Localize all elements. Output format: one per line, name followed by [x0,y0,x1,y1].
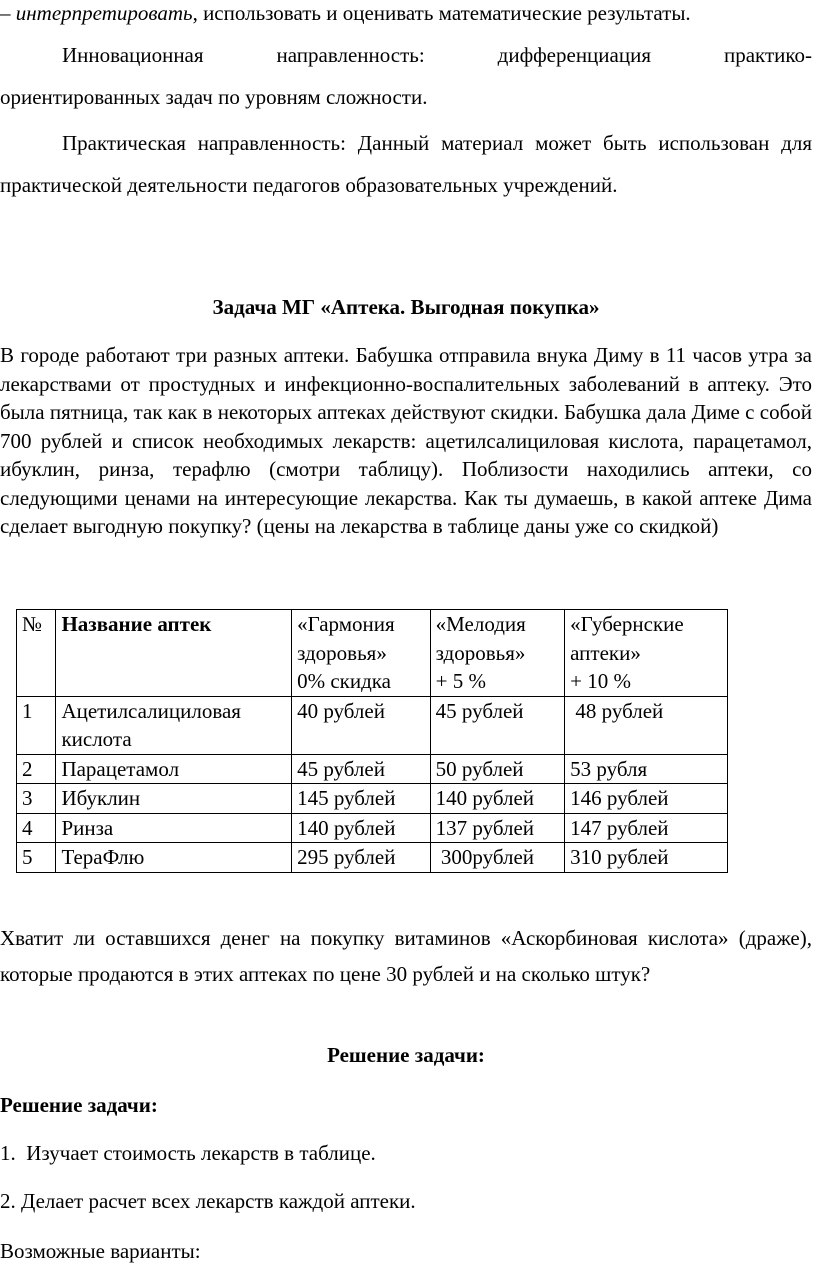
row-name: Ибуклин [56,784,292,814]
intro-line-interpret [0,0,812,34]
row-num: 2 [17,754,56,784]
task-body: В городе работают три разных аптеки. Бабушка отправила внука Диму в 11 часов утра за лекарствами от простудных и инфекционно-воспалительных заболеваний в аптеку. Это была пятница, так как в некоторых аптеках действуют скидки. Бабушка дала Диме с собой 700 рублей и список необходимых лекарств: ацетилсалициловая кислота, парацетамол, ибуклин, ринза, терафлю (смотри таблицу). Поблизости находились аптеки, со следующими ценами на интересующие лекарства. Как ты думаешь, в какой аптеке Дима сделает выгодную покупку? (цены на лекарства в таблице даны уже со скидкой) [0,343,812,538]
row-price-2: 140 рублей [430,784,565,814]
solution-heading-centered: Решение задачи: [327,1043,485,1067]
row-price-3: 53 рубля [565,754,728,784]
row-num: 1 [17,696,56,754]
row-price-1: 295 рублей [292,843,431,873]
row-num: 4 [17,813,56,843]
header-pharmacy-1: «Гармония здоровья» 0% скидка [292,610,431,697]
row-name: Ацетилсалициловая кислота [56,696,292,754]
table-row [17,813,728,843]
row-price-1: 45 рублей [292,754,431,784]
practical-paragraph: Практическая направленность: Данный материал может быть использован для практической деятельности педагогов образовательных учреждений. [0,131,812,197]
row-price-3: 48 рублей [565,696,728,754]
solution-heading: Решение задачи: [0,1093,158,1117]
possible-variants: Возможные варианты: [0,1239,201,1263]
row-name: Парацетамол [56,754,292,784]
table-row [17,754,728,784]
row-name: ТераФлю [56,843,292,873]
solution-step-2: 2. Делает расчет всех лекарств каждой аптеки. [0,1189,416,1213]
question-paragraph: Хватит ли оставшихся денег на покупку витаминов «Аскорбиновая кислота» (драже), которые продаются в этих аптеках по цене 30 рублей и на сколько штук? [0,926,812,986]
table-row [17,843,728,873]
pharmacy-price-table [16,609,728,873]
table-row [17,784,728,814]
row-name: Ринза [56,813,292,843]
header-pharmacy-2: «Мелодия здоровья» + 5 % [430,610,565,697]
dash: – [0,1,16,25]
header-num: № [17,610,56,697]
header-name: Название аптек [56,610,292,697]
row-num: 3 [17,784,56,814]
table-row [17,696,728,754]
interpret-word: интерпретировать [15,1,193,25]
row-price-3: 146 рублей [565,784,728,814]
row-price-2: 300рублей [430,843,565,873]
row-price-1: 40 рублей [292,696,431,754]
row-price-1: 145 рублей [292,784,431,814]
row-price-3: 310 рублей [565,843,728,873]
innovation-line-2: ориентированных задач по уровням сложности. [0,85,428,109]
row-price-2: 137 рублей [430,813,565,843]
row-price-3: 147 рублей [565,813,728,843]
intro-line-rest: , использовать и оценивать математические результаты. [192,1,691,25]
row-price-2: 45 рублей [430,696,565,754]
row-num: 5 [17,843,56,873]
row-price-2: 50 рублей [430,754,565,784]
row-price-1: 140 рублей [292,813,431,843]
header-pharmacy-3: «Губернские аптеки» + 10 % [565,610,728,697]
table-header-row [17,610,728,697]
task-title: Задача МГ «Аптека. Выгодная покупка» [212,295,600,319]
solution-step-1: 1. Изучает стоимость лекарств в таблице. [0,1141,376,1165]
innovation-line-1: Инновационная направленность: дифференциация практико- [62,43,812,67]
